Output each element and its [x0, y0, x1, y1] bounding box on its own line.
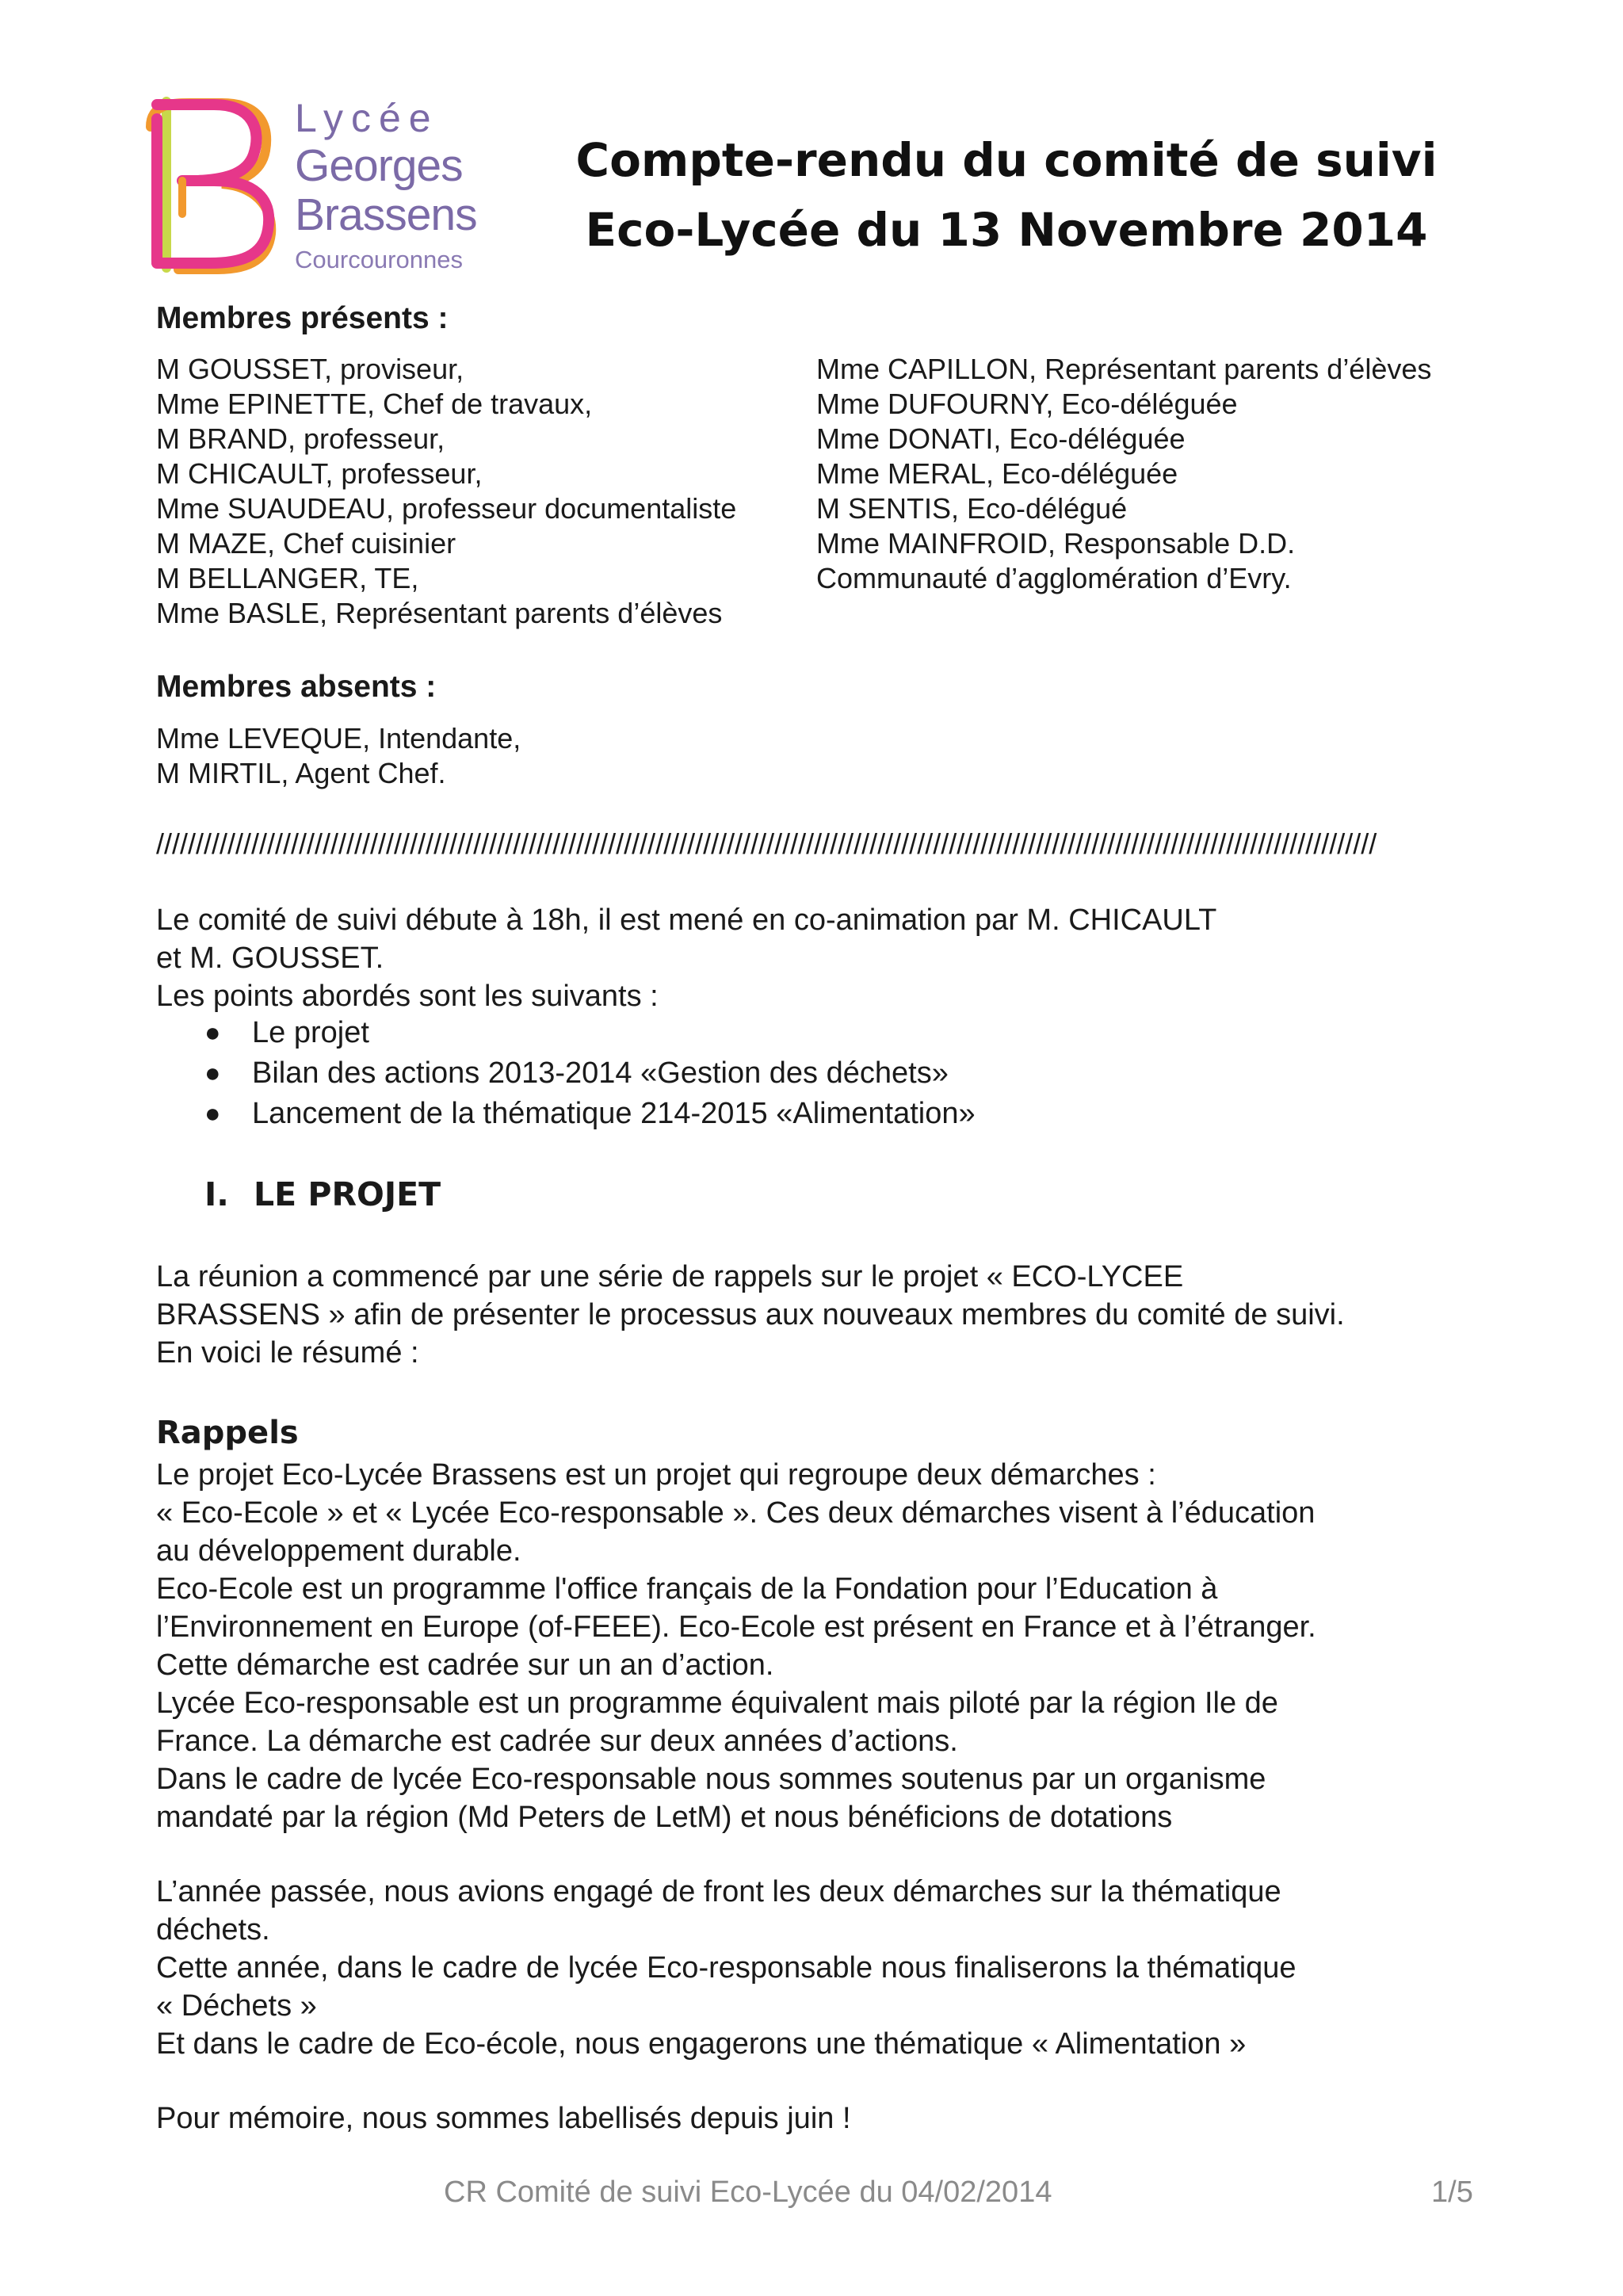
- closing-line: Pour mémoire, nous sommes labellisés depuis juin !: [156, 2102, 851, 2135]
- member-entry: M GOUSSET, proviseur,: [156, 353, 464, 385]
- members-present-label: Membres présents :: [156, 301, 449, 335]
- intro-line: Les points abordés sont les suivants :: [156, 980, 659, 1013]
- member-entry: Mme EPINETTE, Chef de travaux,: [156, 388, 593, 420]
- member-entry: M BELLANGER, TE,: [156, 562, 419, 594]
- members-absent-label: Membres absents :: [156, 670, 437, 704]
- member-entry: M MIRTIL, Agent Chef.: [156, 757, 446, 789]
- members-present-right-column: [816, 352, 1431, 596]
- title-line-2: Eco-Lycée du 13 Novembre 2014: [585, 203, 1428, 257]
- document-title: [523, 125, 1490, 265]
- member-entry: Mme SUAUDEAU, professeur documentaliste: [156, 492, 737, 525]
- intro-line: et M. GOUSSET.: [156, 942, 384, 975]
- member-entry: Mme MAINFROID, Responsable D.D.: [816, 527, 1296, 560]
- members-absent-list: [156, 721, 521, 791]
- title-line-1: Compte-rendu du comité de suivi: [575, 133, 1438, 187]
- member-entry: Mme LEVEQUE, Intendante,: [156, 722, 521, 755]
- rappels-paragraph-2: L’année passée, nous avions engagé de front les deux démarches sur la thématique déchets. Cette année, dans le cadre de lycée Eco-responsable nous finaliserons la thématique « Déchets » Et dans le cadre de Eco-école, nous engagerons une thématique « Alimentation »: [156, 1875, 1296, 2061]
- footer-caption: CR Comité de suivi Eco-Lycée du 04/02/2014: [444, 2176, 1052, 2209]
- logo-line-brassens: Brassens: [295, 189, 477, 240]
- member-entry: M MAZE, Chef cuisinier: [156, 527, 456, 560]
- list-item: ● Lancement de la thématique 214-2015 «Alimentation»: [204, 1094, 976, 1134]
- intro-paragraph-rest: [156, 939, 1476, 1015]
- rappels-title: Rappels: [156, 1415, 299, 1451]
- section-title: LE PROJET: [254, 1175, 441, 1213]
- bullet-icon: ●: [204, 1098, 221, 1129]
- member-entry: M BRAND, professeur,: [156, 422, 445, 455]
- section-heading-le-projet: [204, 1175, 441, 1213]
- logo-line-city: Courcouronnes: [295, 246, 463, 273]
- intro-paragraph: [156, 901, 1476, 939]
- rappels-paragraph: Le projet Eco-Lycée Brassens est un projet qui regroupe deux démarches : « Eco-Ecole » et « Lycée Eco-responsable ». Ces deux démarches visent à l’éducation au développement durable. Eco-Ecole est un programme l'office français de la Fondation pour l’Education à l’Environnement en Europe (of-FEEE). Eco-Ecole est présent en France et à l’étranger. Cette démarche est cadrée sur un an d’action. Lycée Eco-responsable est un programme équivalent mais piloté par la région Ile de France. La démarche est cadrée sur deux années d’actions. Dans le cadre de lycée Eco-responsable nous sommes soutenus par un organisme mandaté par la région (Md Peters de LetM) et nous bénéficions de dotations: [156, 1458, 1316, 1834]
- section-number: I.: [204, 1175, 229, 1213]
- logo-wordmark: [295, 95, 477, 276]
- member-entry: M SENTIS, Eco-délégué: [816, 492, 1128, 525]
- member-entry: Mme DUFOURNY, Eco-déléguée: [816, 388, 1238, 420]
- bullet-icon: ●: [204, 1018, 221, 1048]
- page-number: 1/5: [1431, 2176, 1473, 2209]
- members-present-left-column: [156, 352, 736, 631]
- logo-line-georges: Georges: [295, 140, 463, 191]
- member-entry: Mme BASLE, Représentant parents d’élèves: [156, 597, 723, 629]
- member-entry: M CHICAULT, professeur,: [156, 457, 483, 490]
- slash-separator: //////////////////////////////////////////////////////////////////////////////////////////////////////////////////////////////////////////////////////////: [156, 827, 1377, 860]
- member-entry: Communauté d’agglomération d’Evry.: [816, 562, 1292, 594]
- projet-paragraph-line-1: La réunion a commencé par une série de rappels sur le projet « ECO-LYCEE: [156, 1260, 1184, 1293]
- intro-line: Le comité de suivi débute à 18h, il est mené en co-animation par M. CHICAULT: [156, 904, 1217, 937]
- member-entry: Mme MERAL, Eco-déléguée: [816, 457, 1178, 490]
- member-entry: Mme DONATI, Eco-déléguée: [816, 422, 1186, 455]
- bullet-icon: ●: [204, 1058, 221, 1088]
- list-item: ● Bilan des actions 2013-2014 «Gestion des déchets»: [204, 1053, 976, 1094]
- member-entry: Mme CAPILLON, Représentant parents d’élèves: [816, 353, 1432, 385]
- agenda-bullet-list: [204, 1013, 976, 1134]
- projet-paragraph-rest: BRASSENS » afin de présenter le processus aux nouveaux membres du comité de suivi. En voici le résumé :: [156, 1298, 1345, 1370]
- list-item: ● Le projet: [204, 1013, 976, 1053]
- logo-line-lycee: Lycée: [295, 96, 439, 140]
